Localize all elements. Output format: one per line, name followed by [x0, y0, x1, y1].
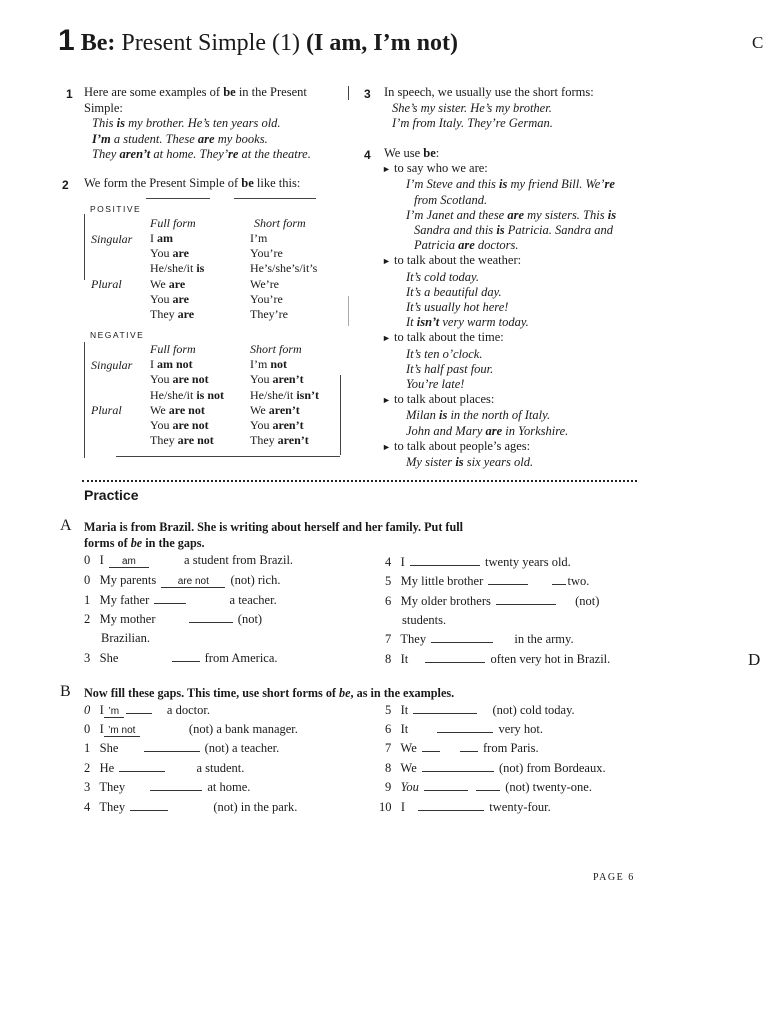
answer-field[interactable] [189, 612, 233, 623]
table-row: He/she/it is [150, 261, 205, 276]
table-rule [234, 198, 316, 199]
answer-field-tail [476, 780, 500, 791]
table-row: They are [150, 307, 195, 322]
list-item: 10 I twenty-four. [379, 800, 551, 814]
table-row: You are [150, 291, 189, 306]
exercise-a-letter: A [60, 517, 72, 534]
list-item: 0 I ’m a doctor. [84, 703, 210, 717]
answer-field[interactable] [425, 652, 485, 663]
plural-label-neg: Plural [91, 403, 122, 417]
list-item-continuation: students. [402, 613, 447, 627]
table-row: You are not [150, 418, 209, 433]
answer-field[interactable] [172, 651, 200, 662]
list-item: 7 They in the army. [385, 632, 574, 646]
negative-full-column [150, 357, 224, 449]
list-item: 9 You (not) twenty-one. [385, 780, 592, 794]
list-item: 3 She from America. [84, 651, 278, 665]
table-row: We are [150, 276, 186, 291]
list-item: 1 She (not) a teacher. [84, 741, 280, 755]
answer-field[interactable] [119, 761, 165, 772]
column-divider [348, 86, 349, 100]
bullet-arrow-icon: ► [382, 441, 391, 452]
table-row: I am [150, 231, 173, 245]
answer-field[interactable] [144, 741, 200, 752]
edge-letter-c: C [752, 33, 764, 52]
table-rule [116, 456, 340, 457]
answer-field[interactable] [410, 555, 480, 566]
positive-short-column: I’m You’re He’s/she’s/it’s We’re You’re They’re [250, 231, 318, 322]
table-row: He/she/it is not [150, 387, 225, 402]
table-row: I am not [150, 357, 193, 371]
negative-short-column: I’m not You aren’t He/she/it isn’t We aren’t You aren’t They aren’t [250, 357, 319, 448]
short-form-header: Short form [254, 216, 306, 230]
table-row: We are not [150, 402, 205, 417]
section-1-number: 1 [66, 87, 73, 101]
plural-label: Plural [91, 277, 122, 291]
list-item-continuation: Brazilian. [101, 631, 150, 645]
title-middle: Present Simple (1) [121, 30, 300, 56]
column-divider [348, 296, 349, 326]
list-item: 0 I am a student from Brazil. [84, 553, 294, 567]
exercise-b-letter: B [60, 683, 71, 700]
answer-field-tail [552, 574, 566, 585]
positive-full-column [150, 231, 204, 322]
answer-field[interactable] [413, 703, 477, 714]
table-row: You are not [150, 372, 209, 387]
page-number: PAGE 6 [593, 872, 635, 883]
section-2-number: 2 [62, 178, 69, 192]
answer-field[interactable] [422, 741, 440, 752]
list-item: 2 He a student. [84, 761, 245, 775]
negative-label: NEGATIVE [90, 330, 145, 340]
bullet-arrow-icon: ► [382, 395, 391, 406]
table-rule [340, 375, 341, 455]
short-form-header-neg: Short form [250, 342, 302, 356]
answer-field[interactable] [437, 722, 493, 733]
answer-field[interactable] [424, 780, 468, 791]
list-item: 4 I twenty years old. [385, 555, 571, 569]
answer-field[interactable] [488, 574, 528, 585]
table-rule [146, 198, 210, 199]
section-4-text: We use be: ► to say who we are: I’m Steve and this is my friend Bill. We’re from Scotland. I’m Janet and these are my sisters. This is Sandra and this is Patricia. Sandra and Patricia are doctors. ► to talk about the weather: It’s cold today. It’s a beautiful day. It’s usually hot here! It isn’t very warm today. ► to talk about the time: It’s ten o’clock. It’s half past four. You’re late! ► to talk about places: Milan is in the north of Italy. John and Mary are in Yorkshire. ► to talk about people’s ages: My sister is six years old. [382, 146, 617, 470]
page-title [58, 24, 458, 58]
list-item: 0 I ’m not (not) a bank manager. [84, 722, 298, 736]
unit-number: 1 [58, 24, 75, 57]
list-item: 2 My mother (not) [84, 612, 263, 626]
answer-field[interactable]: are not [161, 576, 225, 588]
list-item: 4 They (not) in the park. [84, 800, 298, 814]
list-item: 7 We from Paris. [385, 741, 539, 755]
full-form-header-neg: Full form [150, 342, 196, 356]
answer-field[interactable]: ’m [104, 706, 124, 718]
bullet-arrow-icon: ► [382, 164, 391, 175]
table-row: They are not [150, 433, 214, 448]
practice-heading: Practice [84, 487, 139, 503]
list-item: 8 It often very hot in Brazil. [385, 652, 611, 666]
answer-field[interactable] [150, 780, 202, 791]
list-item: 5 My little brother two. [385, 574, 590, 588]
list-item: 6 My older brothers (not) [385, 594, 600, 608]
exercise-b-instructions: Now fill these gaps. This time, use short forms of be, as in the examples. [84, 686, 455, 700]
singular-label: Singular [91, 232, 133, 246]
table-rule [84, 214, 85, 280]
title-forms: (I am, I’m not) [305, 30, 458, 56]
section-3-number: 3 [364, 87, 371, 101]
answer-field[interactable] [154, 593, 186, 604]
list-item: 5 It (not) cold today. [385, 703, 575, 717]
answer-field[interactable] [431, 632, 493, 643]
section-3-text: In speech, we usually use the short forms: She’s my sister. He’s my brother. I’m from Italy. They’re German. [384, 85, 594, 130]
edge-letter-d: D [748, 650, 761, 669]
full-form-header: Full form [150, 216, 196, 230]
section-1-text: Here are some examples of be in the Present Simple: This is my brother. He’s ten years old. I’m a student. These are my books. They aren’t at home. They’re at the theatre. [84, 85, 311, 161]
singular-label-neg: Singular [91, 358, 133, 372]
exercise-a-instructions: Maria is from Brazil. She is writing about herself and her family. Put full forms of be in the gaps. [84, 520, 464, 550]
answer-field[interactable]: ’m not [104, 725, 140, 737]
answer-field[interactable] [130, 800, 168, 811]
section-2-text: We form the Present Simple of be like this: [84, 176, 301, 190]
answer-field[interactable] [496, 594, 556, 605]
title-be: Be: [80, 30, 116, 56]
table-row: You are [150, 246, 189, 261]
answer-field[interactable]: am [109, 556, 149, 568]
bullet-arrow-icon: ► [382, 333, 391, 344]
answer-field-tail [460, 741, 478, 752]
positive-label: POSITIVE [90, 204, 142, 214]
answer-field[interactable] [422, 761, 494, 772]
list-item: 1 My father a teacher. [84, 593, 277, 607]
list-item: 0 My parents are not (not) rich. [84, 573, 281, 587]
list-item: 6 It very hot. [385, 722, 543, 736]
answer-field[interactable] [418, 800, 484, 811]
answer-field-tail [126, 703, 152, 714]
list-item: 8 We (not) from Bordeaux. [385, 761, 606, 775]
table-rule [84, 342, 85, 458]
list-item: 3 They at home. [84, 780, 251, 794]
section-4-number: 4 [364, 148, 371, 162]
dotted-divider [82, 480, 637, 482]
bullet-arrow-icon: ► [382, 256, 391, 267]
